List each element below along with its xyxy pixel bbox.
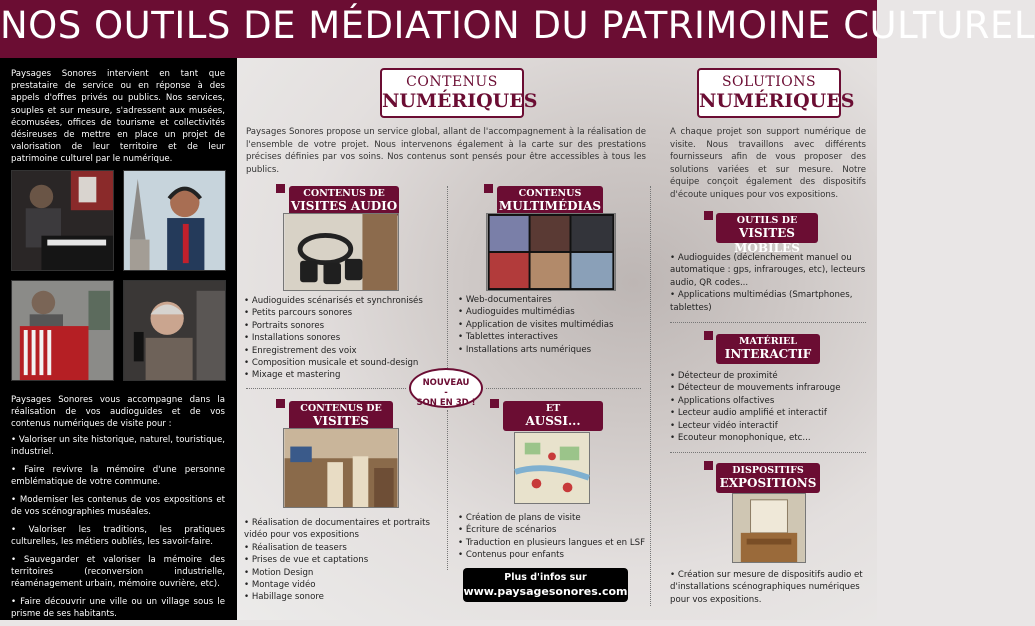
aussi-tag-bottom: AUSSI... <box>525 414 581 428</box>
audio-tag-bottom: VISITES AUDIO <box>290 199 398 213</box>
list-item: • Lecteur audio amplifié et interactif <box>670 407 866 419</box>
interview-photo <box>123 280 226 381</box>
list-item: • Enregistrement des voix <box>244 345 444 357</box>
contenus-title-top: CONTENUS <box>406 74 498 90</box>
exhibition-device-image <box>732 493 806 563</box>
list-item: • Portraits sonores <box>244 320 444 332</box>
audio-tag-top: CONTENUS DE <box>303 188 385 199</box>
list-item: • Mixage et mastering <box>244 369 444 381</box>
accordion-photo <box>11 280 114 381</box>
section-marker <box>490 399 499 408</box>
list-item: • Audioguides (déclenchement manuel ou automatique : gps, infrarouges, etc), lecteurs audio, QR codes... <box>670 252 866 289</box>
section-marker <box>704 211 713 220</box>
list-item: • Web-documentaires <box>458 294 643 306</box>
mobiles-tag <box>716 213 818 255</box>
website-banner-line1: Plus d'infos sur <box>504 572 587 583</box>
list-item: • Habillage sonore <box>244 591 444 603</box>
mobiles-list <box>670 252 866 314</box>
list-item: • Ecouteur monophonique, etc... <box>670 432 866 444</box>
goals-list <box>11 434 225 626</box>
multimedia-tag <box>497 186 603 216</box>
video-tag <box>289 401 393 431</box>
divider-horizontal <box>670 452 866 453</box>
contenus-title-box <box>380 68 538 118</box>
list-item: • Écriture de scénarios <box>458 524 648 536</box>
list-item: • Prises de vue et captations <box>244 554 444 566</box>
audio-list <box>244 295 444 382</box>
materiel-tag <box>716 334 820 364</box>
video-exhibition-image <box>283 428 399 508</box>
audio-tag <box>289 186 399 216</box>
divider-vertical <box>650 186 651 606</box>
video-tag-top: CONTENUS DE <box>300 403 382 414</box>
solutions-title-bottom: NUMÉRIQUES <box>699 90 855 112</box>
left-column <box>0 58 237 620</box>
list-item: • Réalisation de teasers <box>244 542 444 554</box>
nouveau-line1: NOUVEAU <box>422 378 470 388</box>
list-item: • Petits parcours sonores <box>244 307 444 319</box>
list-item: • Faire découvrir une ville ou un village sous le prisme de ses habitants. <box>11 597 225 619</box>
list-item: • Contenus pour enfants <box>458 549 648 561</box>
expositions-tag-top: DISPOSITIFS <box>732 465 804 476</box>
solutions-title-box <box>697 68 855 118</box>
list-item: • Valoriser un site historique, naturel, touristique, industriel. <box>11 435 225 457</box>
multimedia-tag-top: CONTENUS <box>518 188 582 199</box>
multimedia-image <box>486 213 616 291</box>
list-item: • Composition musicale et sound-design <box>244 357 444 369</box>
visit-map-image <box>514 432 590 504</box>
header-banner <box>0 0 1035 58</box>
multimedia-list <box>458 294 643 356</box>
list-item: • Faire revivre la mémoire d'une personne emblématique de votre commune. <box>11 465 225 487</box>
aussi-tag <box>503 401 603 431</box>
section-marker <box>276 399 285 408</box>
website-banner[interactable] <box>463 568 628 602</box>
intro-text: Paysages Sonores intervient en tant que prestataire de service ou en réponse à des appels d'offres privés ou publics. Nos services, souples et sur mesure, s'adressent aux musées, écomusées, offices de tourisme et collectivités désireuses de mettre en place un projet de valorisation de leur territoire et de leur patrimoine culturel par le numérique. <box>11 69 225 165</box>
contenus-title-bottom: NUMÉRIQUES <box>382 90 538 112</box>
list-item: • Détecteur de mouvements infrarouge <box>670 382 866 394</box>
expositions-tag <box>716 463 820 493</box>
list-item: • Détecteur de proximité <box>670 370 866 382</box>
video-list <box>244 517 444 604</box>
list-item: • Lecteur vidéo interactif <box>670 420 866 432</box>
list-item: • Tablettes interactives <box>458 331 643 343</box>
list-item: • Application de visites multimédias <box>458 319 643 331</box>
woman-headphones-photo <box>123 170 226 271</box>
solutions-paragraph: A chaque projet son support numérique de visite. Nous travaillons avec différents fournisseurs afin de vous proposer des solutions variées et sur mesure. Notre équipe conçoit également des dispositifs d'écoute uniques pour vos expositions. <box>670 127 866 200</box>
divider-horizontal <box>670 322 866 323</box>
list-item: • Motion Design <box>244 567 444 579</box>
list-item: • Moderniser les contenus de vos expositions et de vos scénographies muséales. <box>11 495 225 517</box>
accompany-text: Paysages Sonores vous accompagne dans la réalisation de vos audioguides et de vos contenus numériques de visite pour : <box>11 395 225 429</box>
website-link[interactable]: www.paysagesonores.com <box>463 585 628 598</box>
aussi-tag-top: ET <box>545 403 561 414</box>
list-item: • Installations arts numériques <box>458 344 643 356</box>
solutions-title-top: SOLUTIONS <box>721 74 817 90</box>
nouveau-badge <box>409 368 483 408</box>
list-item: • Applications multimédias (Smartphones, tablettes) <box>670 289 866 314</box>
nouveau-line2: - <box>444 388 448 398</box>
aussi-list <box>458 512 648 562</box>
section-marker <box>484 184 493 193</box>
expositions-tag-bottom: EXPOSITIONS <box>719 476 817 490</box>
list-item: • Réalisation de documentaires et portraits vidéo pour vos expositions <box>244 517 444 542</box>
expositions-list <box>670 569 866 606</box>
list-item: • Installations sonores <box>244 332 444 344</box>
nouveau-line3: SON EN 3D ! <box>416 398 476 408</box>
video-tag-bottom: VISITES <box>313 414 369 428</box>
materiel-tag-bottom: INTERACTIF <box>724 347 812 361</box>
list-item: • Création sur mesure de dispositifs audio et d'installations scénographiques numériques pour vos expositions. <box>670 569 866 606</box>
list-item: • Création de plans de visite <box>458 512 648 524</box>
list-item: • Valoriser les traditions, les pratiques culturelles, les métiers oubliés, les savoir-faire. <box>11 525 225 547</box>
divider-horizontal <box>486 388 641 389</box>
multimedia-tag-bottom: MULTIMÉDIAS <box>498 199 602 213</box>
page-title: NOS OUTILS DE MÉDIATION DU PATRIMOINE CULTUREL <box>0 4 1035 47</box>
studio-photo <box>11 170 114 271</box>
list-item: • Montage vidéo <box>244 579 444 591</box>
section-marker <box>276 184 285 193</box>
mobiles-tag-top: OUTILS DE <box>736 215 798 226</box>
audioguides-image <box>283 213 399 291</box>
mobiles-tag-bottom: VISITES MOBILES <box>734 226 800 255</box>
divider-horizontal <box>246 388 406 389</box>
list-item: • Sauvegarder et valoriser la mémoire des territoires (reconversion industrielle, réaménagement urbain, mémoire ouvrière, etc). <box>11 555 225 589</box>
section-marker <box>704 461 713 470</box>
materiel-tag-top: MATÉRIEL <box>739 336 797 347</box>
list-item: • Applications olfactives <box>670 395 866 407</box>
list-item: • Traduction en plusieurs langues et en LSF <box>458 537 648 549</box>
contenus-paragraph: Paysages Sonores propose un service global, allant de l'accompagnement à la réalisation de l'ensemble de votre projet. Nous intervenons également à la carte sur des prestations précises définies par vos soins. Nos contenus sont pensés pour être accessibles à tous les publics. <box>246 127 646 175</box>
divider-vertical <box>447 410 448 570</box>
list-item: • Audioguides multimédias <box>458 306 643 318</box>
section-marker <box>704 331 713 340</box>
divider-vertical <box>447 186 448 372</box>
list-item: • Audioguides scénarisés et synchronisés <box>244 295 444 307</box>
materiel-list <box>670 370 866 444</box>
